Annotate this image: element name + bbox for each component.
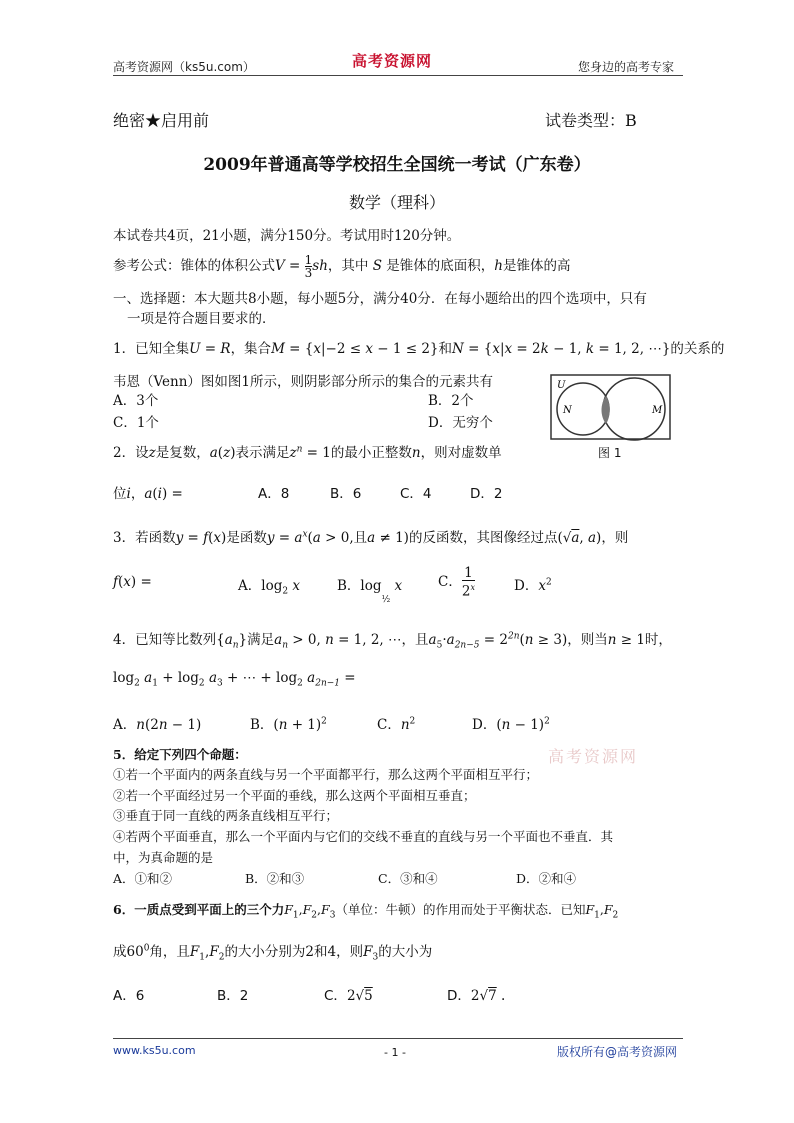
q1-stem-d: 的关系的 xyxy=(670,341,725,357)
q5-option-d: D．②和④ xyxy=(516,871,577,886)
venn-shaded-region xyxy=(602,396,610,424)
q3-option-d: D．$x^2$ xyxy=(514,577,552,594)
q6-stem-a: 6．一质点受到平面上的三个力 xyxy=(113,902,285,917)
q1-option-b: B．2个 xyxy=(428,393,474,409)
q1-option-c: C．1个 xyxy=(113,415,159,431)
q2-option-c: C．4 xyxy=(400,486,432,502)
section1-line1: 一、选择题：本大题共8小题，每小题5分，满分40分．在每小题给出的四个选项中，只有 xyxy=(113,291,647,307)
q5-proposition-5: 中，为真命题的是 xyxy=(113,850,214,865)
q2-stem-a: 2．设 xyxy=(113,445,149,461)
q2-option-a: A．8 xyxy=(258,486,290,502)
q2-line2-text: 位 xyxy=(113,486,127,502)
venn-figure xyxy=(550,374,672,464)
formula-prefix: 参考公式：锥体的体积公式 xyxy=(113,258,275,274)
footer-rule xyxy=(113,1038,683,1039)
q6-line2-c: 的大小分别为2和4，则 xyxy=(224,944,364,960)
q4-stem: 4．已知等比数列$\{a_n\}$满足$a_n > 0$, n = 1, 2, ⋯，且$a_5\cdot a_{2n-5} = 2^{2n}(n \ge 3)$，则当n ≥ 1时， xyxy=(113,631,672,651)
formula-suffix: ，其中 xyxy=(327,258,369,274)
q4-stem-b: 满足 xyxy=(247,632,275,648)
q3-option-c-label: C． xyxy=(438,573,462,590)
q5-proposition-1: ①若一个平面内的两条直线与另一个平面都平行，那么这两个平面相互平行； xyxy=(113,767,539,782)
q6-stem: 6．一质点受到平面上的三个力$F_1,F_2,F_3$（单位：牛顿）的作用而处于平衡状态．已知$F_1,F_2$ xyxy=(113,902,619,921)
q6-line2-a: 成 xyxy=(113,944,127,960)
q3-option-d-label: D． xyxy=(514,578,539,594)
q2-stem: 2．设z是复数，a(z)表示满足$z^n = 1$的最小正整数n，则对虚数单 xyxy=(113,444,502,461)
watermark: 高考资源网 xyxy=(548,747,639,766)
q6-option-d-label: D． xyxy=(447,988,471,1004)
formula-suffix2: 是锥体的底面积， xyxy=(386,258,495,274)
q1-stem-b: ，集合 xyxy=(230,341,272,357)
q3-option-b-label: B． xyxy=(337,578,361,594)
q2-option-b: B．6 xyxy=(330,486,362,502)
footer-right: 版权所有@高考资源网 xyxy=(557,1045,678,1059)
venn-label-m: M xyxy=(652,405,663,416)
q3-option-c: C． $\frac{1}{2^x}$ xyxy=(438,565,475,600)
q4-option-c-label: C． xyxy=(377,717,401,733)
q3-option-a-label: A． xyxy=(238,578,262,594)
q4-option-a: A．n(2n − 1) xyxy=(113,717,202,733)
q6-option-d: D．2√7 . xyxy=(447,988,506,1004)
q6-line2-b: 角，且 xyxy=(149,944,190,960)
q2-stem-b: 是复数， xyxy=(155,445,210,461)
section1-line2: 一项是符合题目要求的． xyxy=(127,311,276,327)
venn-label-u: U xyxy=(557,380,566,391)
q2-stem-d: 的最小正整数 xyxy=(330,445,412,461)
q4-option-d: D．$(n - 1)^2$ xyxy=(472,716,550,733)
q3-stem-d: ，则 xyxy=(601,530,629,546)
footer-left-link[interactable]: www.ks5u.com xyxy=(113,1044,196,1057)
q5-option-a: A．①和② xyxy=(113,871,173,886)
formula-suffix3: 是锥体的高 xyxy=(502,258,571,274)
page-subtitle: 数学（理科） xyxy=(348,193,445,212)
q2-option-d: D．2 xyxy=(470,486,503,502)
header-rule xyxy=(113,75,683,76)
q5-proposition-4: ④若两个平面垂直，那么一个平面内与它们的交线不垂直的直线与另一个平面也不垂直．其 xyxy=(113,829,614,844)
q6-line2: 成$60^0$角，且$F_1,F_2$的大小分别为2和4，则$F_3$的大小为 xyxy=(113,943,433,963)
q3-option-a: A．$\log_2 x$ xyxy=(238,578,300,597)
q5-option-b: B．②和③ xyxy=(245,871,305,886)
q3-lhs: f(x) = xyxy=(113,574,152,590)
paper-type: 试卷类型：B xyxy=(545,111,637,130)
q6-line2-d: 的大小为 xyxy=(378,944,433,960)
q1-stem-c: 和 xyxy=(438,341,453,357)
intro-text: 本试卷共4页，21小题，满分150分。考试用时120分钟。 xyxy=(113,228,461,244)
q5-option-c: C．③和④ xyxy=(378,871,438,886)
q4-stem-d: ，则当 xyxy=(567,632,608,648)
q3-stem-a: 3．若函数 xyxy=(113,530,176,546)
q2-line2: 位i，a(i) = xyxy=(113,486,183,502)
formula-line: 参考公式：锥体的体积公式V = $\frac{1}{3}$ sh，其中 S 是锥体的底面积，h是锥体的高 xyxy=(113,253,571,280)
header-logo: 高考资源网 xyxy=(352,52,433,70)
page-number: - 1 - xyxy=(384,1046,406,1059)
q1-stem-a: 1．已知全集 xyxy=(113,341,190,357)
q6-stem-b: （单位：牛顿）的作用而处于平衡状态．已知 xyxy=(335,902,586,917)
q4-option-d-label: D． xyxy=(472,717,497,733)
secret-label: 绝密★启用前 xyxy=(113,111,210,130)
q3-option-b: B．$\log_{\frac{1}{2}} x$ xyxy=(337,578,403,605)
header-left: 高考资源网（ks5u.com） xyxy=(113,60,255,74)
q5-proposition-2: ②若一个平面经过另一个平面的垂线，那么这两个平面相互垂直； xyxy=(113,788,476,803)
q3-stem-b: 是函数 xyxy=(226,530,267,546)
q2-stem-e: ，则对虚数单 xyxy=(420,445,502,461)
q1-stem: 1．已知全集U = R，集合M = {x|−2 ≤ x − 1 ≤ 2}和N = {x|x = 2k − 1, k = 1, 2, ⋯}的关系的 xyxy=(113,341,725,357)
q4-option-a-label: A． xyxy=(113,717,137,733)
q4-stem-e: 时， xyxy=(644,632,672,648)
q1-option-d: D．无穷个 xyxy=(428,415,493,431)
venn-label-n: N xyxy=(563,405,572,416)
q4-option-b-label: B． xyxy=(250,717,274,733)
q6-option-b: B．2 xyxy=(217,988,249,1004)
q4-stem-a: 4．已知等比数列 xyxy=(113,632,217,648)
q2-stem-c: 表示满足 xyxy=(235,445,290,461)
q4-stem-c: ，且 xyxy=(401,632,429,648)
q3-stem-c: 的反函数，其图像经过点 xyxy=(408,530,558,546)
q4-option-c: C．$n^2$ xyxy=(377,716,416,733)
q6-option-a: A．6 xyxy=(113,988,145,1004)
q5-stem: 5．给定下列四个命题： xyxy=(113,747,247,762)
header-right: 您身边的高考专家 xyxy=(578,60,675,74)
q5-proposition-3: ③垂直于同一直线的两条直线相互平行； xyxy=(113,808,339,823)
page-title: 2009年普通高等学校招生全国统一考试（广东卷） xyxy=(203,155,591,175)
venn-caption: 图 1 xyxy=(598,446,622,460)
q4-expression: $\log_2 a_1 + \log_2 a_3$ + ⋯ + $\log_2 a_{2n-1}$ = xyxy=(113,670,356,689)
q4-option-b: B．$(n + 1)^2$ xyxy=(250,716,327,733)
q3-stem: 3．若函数y = f(x)是函数$y = a^x(a > 0$,且a ≠ 1)的反函数，其图像经过点(√a, a)，则 xyxy=(113,529,629,546)
q6-option-c-label: C． xyxy=(324,988,347,1004)
q1-option-a: A．3个 xyxy=(113,393,159,409)
q6-option-c: C．2√5 xyxy=(324,988,373,1004)
q1-line2: 韦恩（Venn）图如图1所示，则阴影部分所示的集合的元素共有 xyxy=(113,374,493,390)
